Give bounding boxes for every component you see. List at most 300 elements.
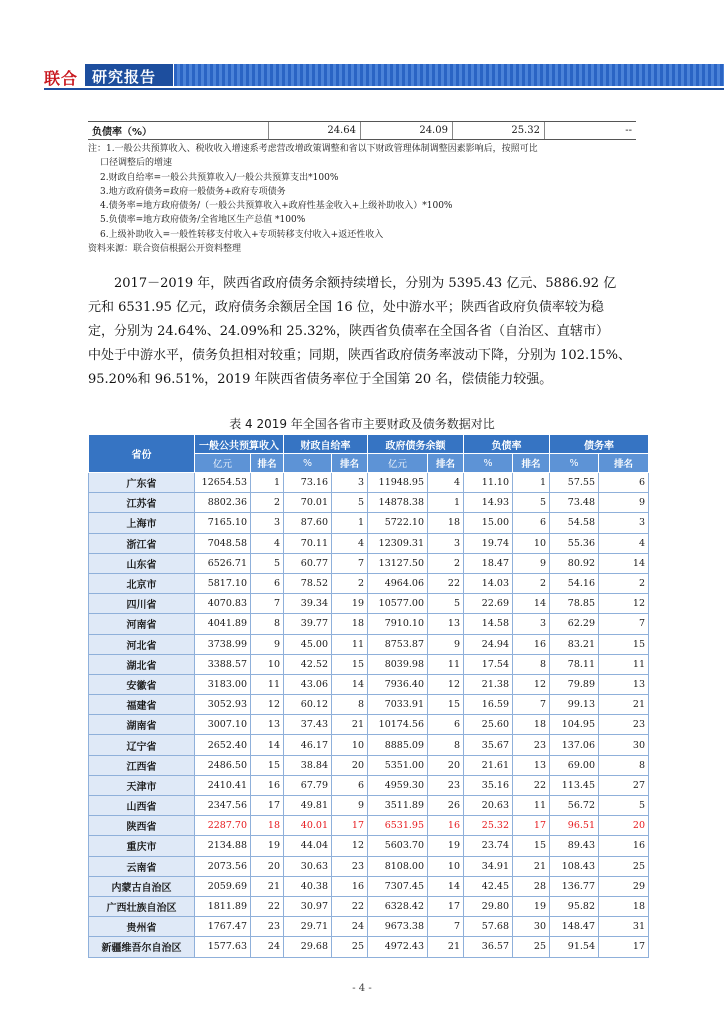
value-cell: 17 <box>599 937 649 957</box>
value-cell: 39.34 <box>284 594 332 614</box>
table-row <box>89 553 649 573</box>
province-cell: 新疆维吾尔自治区 <box>89 937 195 957</box>
value-cell: 7165.10 <box>195 513 251 533</box>
subheader: 排名 <box>428 454 464 473</box>
value-cell: 10174.56 <box>368 715 428 735</box>
province-cell: 重庆市 <box>89 836 195 856</box>
subheader: 排名 <box>332 454 368 473</box>
value-cell: 3 <box>251 513 284 533</box>
header-divider <box>44 88 724 90</box>
value-cell: 30.63 <box>284 856 332 876</box>
value-cell: 25 <box>332 937 368 957</box>
subheader: 排名 <box>599 454 649 473</box>
value-cell: 2 <box>428 553 464 573</box>
value-cell: 2059.69 <box>195 876 251 896</box>
value-cell: 6 <box>428 715 464 735</box>
subheader: 排名 <box>251 454 284 473</box>
value-cell: 83.21 <box>550 634 599 654</box>
table-row <box>89 755 649 775</box>
brand-name: 联合 <box>44 69 79 88</box>
table-row <box>89 594 649 614</box>
value-cell: 62.29 <box>550 614 599 634</box>
table-row <box>89 715 649 735</box>
value-cell: 60.12 <box>284 695 332 715</box>
value-cell: 30.97 <box>284 896 332 916</box>
province-cell: 四川省 <box>89 594 195 614</box>
table-row <box>89 634 649 654</box>
value-cell: 9 <box>251 634 284 654</box>
value-cell: 7 <box>428 917 464 937</box>
value-cell: 18 <box>599 896 649 916</box>
value-cell: 5 <box>332 493 368 513</box>
table-row <box>89 493 649 513</box>
paragraph-line: 元和 6531.95 亿元，政府债务余额居全国 16 位，处中游水平；陕西省政府负债率较为稳 <box>88 300 604 315</box>
value-cell: 5351.00 <box>368 755 428 775</box>
table-body <box>89 473 649 958</box>
value-cell: 25.32 <box>452 122 544 140</box>
value-cell: 5817.10 <box>195 573 251 593</box>
value-cell: 11 <box>332 634 368 654</box>
value-cell: 3 <box>599 513 649 533</box>
value-cell: 17 <box>428 896 464 916</box>
value-cell: 2134.88 <box>195 836 251 856</box>
header-row <box>89 435 649 454</box>
value-cell: 2 <box>251 493 284 513</box>
note-line: 口径调整后的增速 <box>100 158 173 169</box>
value-cell: 24.64 <box>268 122 360 140</box>
table-row <box>89 896 649 916</box>
value-cell: 57.68 <box>464 917 513 937</box>
table-row <box>89 775 649 795</box>
value-cell: 43.06 <box>284 674 332 694</box>
value-cell: 22 <box>332 896 368 916</box>
value-cell: 20 <box>251 856 284 876</box>
value-cell: 6 <box>513 513 550 533</box>
value-cell: 6328.42 <box>368 896 428 916</box>
value-cell: 14 <box>513 594 550 614</box>
subheader: % <box>550 454 599 473</box>
value-cell: 1 <box>428 493 464 513</box>
table-row <box>88 122 636 140</box>
table-row <box>89 533 649 553</box>
value-cell: 7033.91 <box>368 695 428 715</box>
value-cell: 12654.53 <box>195 473 251 493</box>
value-cell: 19 <box>332 594 368 614</box>
province-cell: 福建省 <box>89 695 195 715</box>
value-cell: 21 <box>513 856 550 876</box>
value-cell: 30 <box>599 735 649 755</box>
value-cell: 29.71 <box>284 917 332 937</box>
value-cell: 30 <box>513 917 550 937</box>
value-cell: 3 <box>428 533 464 553</box>
province-cell: 陕西省 <box>89 816 195 836</box>
table-row <box>89 695 649 715</box>
value-cell: 3183.00 <box>195 674 251 694</box>
value-cell: 24 <box>332 917 368 937</box>
value-cell: 148.47 <box>550 917 599 937</box>
header-decorative-bar <box>174 64 724 86</box>
value-cell: 9673.38 <box>368 917 428 937</box>
row-label: 负债率（%） <box>88 122 268 140</box>
value-cell: 1 <box>332 513 368 533</box>
value-cell: 9 <box>513 553 550 573</box>
province-cell: 河南省 <box>89 614 195 634</box>
value-cell: 21.61 <box>464 755 513 775</box>
province-cell: 山西省 <box>89 796 195 816</box>
value-cell: 29.80 <box>464 896 513 916</box>
value-cell: 80.92 <box>550 553 599 573</box>
value-cell: 31 <box>599 917 649 937</box>
value-cell: 12 <box>513 674 550 694</box>
value-cell: 1811.89 <box>195 896 251 916</box>
body-paragraph <box>88 272 648 392</box>
value-cell: 8753.87 <box>368 634 428 654</box>
value-cell: 15 <box>251 755 284 775</box>
value-cell: 18 <box>332 614 368 634</box>
value-cell: 15.00 <box>464 513 513 533</box>
value-cell: 5722.10 <box>368 513 428 533</box>
value-cell: 28 <box>513 876 550 896</box>
value-cell: 20 <box>332 755 368 775</box>
value-cell: 20.63 <box>464 796 513 816</box>
value-cell: 57.55 <box>550 473 599 493</box>
value-cell: 73.48 <box>550 493 599 513</box>
note-line: 3.地方政府债务=政府一般债务+政府专项债务 <box>100 186 286 197</box>
value-cell: 14.58 <box>464 614 513 634</box>
value-cell: 19 <box>251 836 284 856</box>
value-cell: 3 <box>513 614 550 634</box>
table-row <box>89 917 649 937</box>
value-cell: 54.58 <box>550 513 599 533</box>
value-cell: 11 <box>599 654 649 674</box>
value-cell: 25.60 <box>464 715 513 735</box>
value-cell: 8 <box>428 735 464 755</box>
province-cell: 山东省 <box>89 553 195 573</box>
value-cell: 19 <box>513 896 550 916</box>
paragraph-line: 定，分别为 24.64%、24.09%和 25.32%，陕西省负债率在全国各省（自治区、直辖市） <box>88 324 609 339</box>
value-cell: 23 <box>332 856 368 876</box>
value-cell: 78.11 <box>550 654 599 674</box>
value-cell: 3 <box>332 473 368 493</box>
value-cell: 17.54 <box>464 654 513 674</box>
note-line: 5.负债率=地方政府债务/全省地区生产总值 *100% <box>100 215 306 226</box>
table-row <box>89 573 649 593</box>
value-cell: 4 <box>428 473 464 493</box>
report-type-label: 研究报告 <box>92 68 157 86</box>
value-cell: 16.59 <box>464 695 513 715</box>
value-cell: 17 <box>513 816 550 836</box>
value-cell: 6 <box>251 573 284 593</box>
value-cell: 10 <box>251 654 284 674</box>
value-cell: 40.38 <box>284 876 332 896</box>
value-cell: 29.68 <box>284 937 332 957</box>
value-cell: 6526.71 <box>195 553 251 573</box>
value-cell: 12 <box>332 836 368 856</box>
value-cell: 4 <box>332 533 368 553</box>
note-line: 注：1.一般公共预算收入、税收收入增速系考虑营改增政策调整和省以下财政管理体制调整因素影响后，按照可比 <box>88 144 538 154</box>
value-cell: 21 <box>251 876 284 896</box>
value-cell: 13 <box>428 614 464 634</box>
value-cell: 1 <box>513 473 550 493</box>
province-fiscal-table <box>88 434 649 958</box>
value-cell: 89.43 <box>550 836 599 856</box>
value-cell: 12 <box>599 594 649 614</box>
value-cell: 16 <box>513 634 550 654</box>
value-cell: 96.51 <box>550 816 599 836</box>
value-cell: 22 <box>513 775 550 795</box>
province-cell: 江苏省 <box>89 493 195 513</box>
value-cell: 19.74 <box>464 533 513 553</box>
group-header: 一般公共预算收入 <box>195 435 284 454</box>
value-cell: 6 <box>599 473 649 493</box>
value-cell: 14 <box>599 553 649 573</box>
value-cell: 15 <box>428 695 464 715</box>
value-cell: 20 <box>428 755 464 775</box>
value-cell: 11 <box>251 674 284 694</box>
value-cell: 7 <box>599 614 649 634</box>
value-cell: 8885.09 <box>368 735 428 755</box>
value-cell: 24 <box>251 937 284 957</box>
value-cell: 17 <box>332 816 368 836</box>
value-cell: 5 <box>513 493 550 513</box>
value-cell: 14 <box>332 674 368 694</box>
value-cell: 22 <box>251 896 284 916</box>
value-cell: 10577.00 <box>368 594 428 614</box>
value-cell: 15 <box>599 634 649 654</box>
value-cell: 44.04 <box>284 836 332 856</box>
value-cell: 3738.99 <box>195 634 251 654</box>
value-cell: 10 <box>428 856 464 876</box>
table-row <box>89 473 649 493</box>
value-cell: 14.93 <box>464 493 513 513</box>
value-cell: 39.77 <box>284 614 332 634</box>
value-cell: 8 <box>599 755 649 775</box>
group-header: 财政自给率 <box>284 435 368 454</box>
value-cell: 38.84 <box>284 755 332 775</box>
value-cell: 20 <box>599 816 649 836</box>
group-header: 债务率 <box>550 435 649 454</box>
value-cell: 35.67 <box>464 735 513 755</box>
value-cell: 42.52 <box>284 654 332 674</box>
value-cell: 29 <box>599 876 649 896</box>
value-cell: 8802.36 <box>195 493 251 513</box>
province-cell: 云南省 <box>89 856 195 876</box>
province-cell: 贵州省 <box>89 917 195 937</box>
table-row <box>89 796 649 816</box>
value-cell: 40.01 <box>284 816 332 836</box>
value-cell: 60.77 <box>284 553 332 573</box>
table-row <box>89 654 649 674</box>
value-cell: 14 <box>251 735 284 755</box>
value-cell: 1767.47 <box>195 917 251 937</box>
value-cell: 56.72 <box>550 796 599 816</box>
value-cell: 70.11 <box>284 533 332 553</box>
value-cell: 23 <box>428 775 464 795</box>
value-cell: 42.45 <box>464 876 513 896</box>
value-cell: 11 <box>513 796 550 816</box>
value-cell: 5 <box>251 553 284 573</box>
value-cell: 14878.38 <box>368 493 428 513</box>
value-cell: 16 <box>428 816 464 836</box>
value-cell: 6 <box>332 775 368 795</box>
value-cell: 21 <box>332 715 368 735</box>
value-cell: 14 <box>428 876 464 896</box>
value-cell: 73.16 <box>284 473 332 493</box>
value-cell: 91.54 <box>550 937 599 957</box>
value-cell: 5 <box>428 594 464 614</box>
value-cell: 22 <box>428 573 464 593</box>
value-cell: 23.74 <box>464 836 513 856</box>
value-cell: 11.10 <box>464 473 513 493</box>
value-cell: 45.00 <box>284 634 332 654</box>
value-cell: 5603.70 <box>368 836 428 856</box>
table-row <box>89 856 649 876</box>
value-cell: 9 <box>599 493 649 513</box>
value-cell: 7 <box>251 594 284 614</box>
table-row <box>89 816 649 836</box>
value-cell: 25.32 <box>464 816 513 836</box>
value-cell: 2 <box>513 573 550 593</box>
value-cell: 12 <box>251 695 284 715</box>
value-cell: 2287.70 <box>195 816 251 836</box>
value-cell: 9 <box>428 634 464 654</box>
value-cell: 3052.93 <box>195 695 251 715</box>
value-cell: 7936.40 <box>368 674 428 694</box>
value-cell: 13127.50 <box>368 553 428 573</box>
value-cell: 19 <box>428 836 464 856</box>
value-cell: 8 <box>251 614 284 634</box>
table-row <box>89 674 649 694</box>
value-cell: 4964.06 <box>368 573 428 593</box>
province-cell: 上海市 <box>89 513 195 533</box>
value-cell: 2 <box>599 573 649 593</box>
value-cell: 4041.89 <box>195 614 251 634</box>
subheader: % <box>284 454 332 473</box>
value-cell: 136.77 <box>550 876 599 896</box>
value-cell: 104.95 <box>550 715 599 735</box>
value-cell: 69.00 <box>550 755 599 775</box>
value-cell: 49.81 <box>284 796 332 816</box>
paragraph-line: 2017－2019 年，陕西省政府债务余额持续增长，分别为 5395.43 亿元、5886.92 亿 <box>114 276 617 291</box>
value-cell: -- <box>544 122 636 140</box>
table-title: 表 4 2019 年全国各省市主要财政及债务数据对比 <box>229 417 495 431</box>
value-cell: 4959.30 <box>368 775 428 795</box>
value-cell: 7 <box>332 553 368 573</box>
value-cell: 23 <box>599 715 649 735</box>
value-cell: 21 <box>599 695 649 715</box>
subheader: 亿元 <box>368 454 428 473</box>
value-cell: 26 <box>428 796 464 816</box>
province-cell: 北京市 <box>89 573 195 593</box>
subheader: 亿元 <box>195 454 251 473</box>
note-line: 2.财政自给率=一般公共预算收入/一般公共预算支出*100% <box>100 172 339 183</box>
value-cell: 13 <box>251 715 284 735</box>
value-cell: 54.16 <box>550 573 599 593</box>
table-notes <box>88 142 648 256</box>
value-cell: 8 <box>332 695 368 715</box>
table-row <box>89 876 649 896</box>
debt-ratio-row-table <box>88 121 636 140</box>
value-cell: 15 <box>513 836 550 856</box>
value-cell: 7910.10 <box>368 614 428 634</box>
province-cell: 广东省 <box>89 473 195 493</box>
value-cell: 15 <box>332 654 368 674</box>
province-cell: 河北省 <box>89 634 195 654</box>
value-cell: 18 <box>513 715 550 735</box>
value-cell: 113.45 <box>550 775 599 795</box>
value-cell: 18.47 <box>464 553 513 573</box>
value-cell: 25 <box>513 937 550 957</box>
value-cell: 22.69 <box>464 594 513 614</box>
value-cell: 12 <box>428 674 464 694</box>
value-cell: 70.01 <box>284 493 332 513</box>
province-cell: 湖南省 <box>89 715 195 735</box>
value-cell: 2073.56 <box>195 856 251 876</box>
value-cell: 5 <box>599 796 649 816</box>
value-cell: 25 <box>599 856 649 876</box>
value-cell: 18 <box>428 513 464 533</box>
group-header: 负债率 <box>464 435 550 454</box>
paragraph-line: 95.20%和 96.51%，2019 年陕西省债务率位于全国第 20 名，偿债能力较强。 <box>88 372 553 387</box>
value-cell: 2410.41 <box>195 775 251 795</box>
value-cell: 46.17 <box>284 735 332 755</box>
value-cell: 10 <box>332 735 368 755</box>
value-cell: 36.57 <box>464 937 513 957</box>
group-header: 政府债务余额 <box>368 435 464 454</box>
value-cell: 24.94 <box>464 634 513 654</box>
value-cell: 78.85 <box>550 594 599 614</box>
value-cell: 34.91 <box>464 856 513 876</box>
value-cell: 67.79 <box>284 775 332 795</box>
value-cell: 7307.45 <box>368 876 428 896</box>
value-cell: 16 <box>332 876 368 896</box>
value-cell: 17 <box>251 796 284 816</box>
value-cell: 4 <box>251 533 284 553</box>
value-cell: 4070.83 <box>195 594 251 614</box>
value-cell: 99.13 <box>550 695 599 715</box>
data-source-line: 资料来源：联合资信根据公开资料整理 <box>88 244 242 255</box>
paragraph-line: 中处于中游水平，债务负担相对较重；同期，陕西省政府债务率波动下降，分别为 102.15%、 <box>88 348 631 363</box>
value-cell: 3511.89 <box>368 796 428 816</box>
subheader: 排名 <box>513 454 550 473</box>
table-row <box>89 836 649 856</box>
value-cell: 21 <box>428 937 464 957</box>
value-cell: 3007.10 <box>195 715 251 735</box>
table-row <box>89 735 649 755</box>
column-header-province: 省份 <box>89 435 195 473</box>
value-cell: 2 <box>332 573 368 593</box>
value-cell: 6531.95 <box>368 816 428 836</box>
value-cell: 23 <box>513 735 550 755</box>
value-cell: 8 <box>513 654 550 674</box>
value-cell: 12309.31 <box>368 533 428 553</box>
province-cell: 浙江省 <box>89 533 195 553</box>
value-cell: 55.36 <box>550 533 599 553</box>
value-cell: 14.03 <box>464 573 513 593</box>
province-cell: 内蒙古自治区 <box>89 876 195 896</box>
value-cell: 16 <box>599 836 649 856</box>
value-cell: 108.43 <box>550 856 599 876</box>
value-cell: 1 <box>251 473 284 493</box>
note-line: 6.上级补助收入=一般性转移支付收入+专项转移支付收入+返还性收入 <box>100 229 384 240</box>
value-cell: 13 <box>599 674 649 694</box>
value-cell: 4972.43 <box>368 937 428 957</box>
province-cell: 湖北省 <box>89 654 195 674</box>
value-cell: 21.38 <box>464 674 513 694</box>
value-cell: 2486.50 <box>195 755 251 775</box>
table-row <box>89 513 649 533</box>
province-cell: 辽宁省 <box>89 735 195 755</box>
